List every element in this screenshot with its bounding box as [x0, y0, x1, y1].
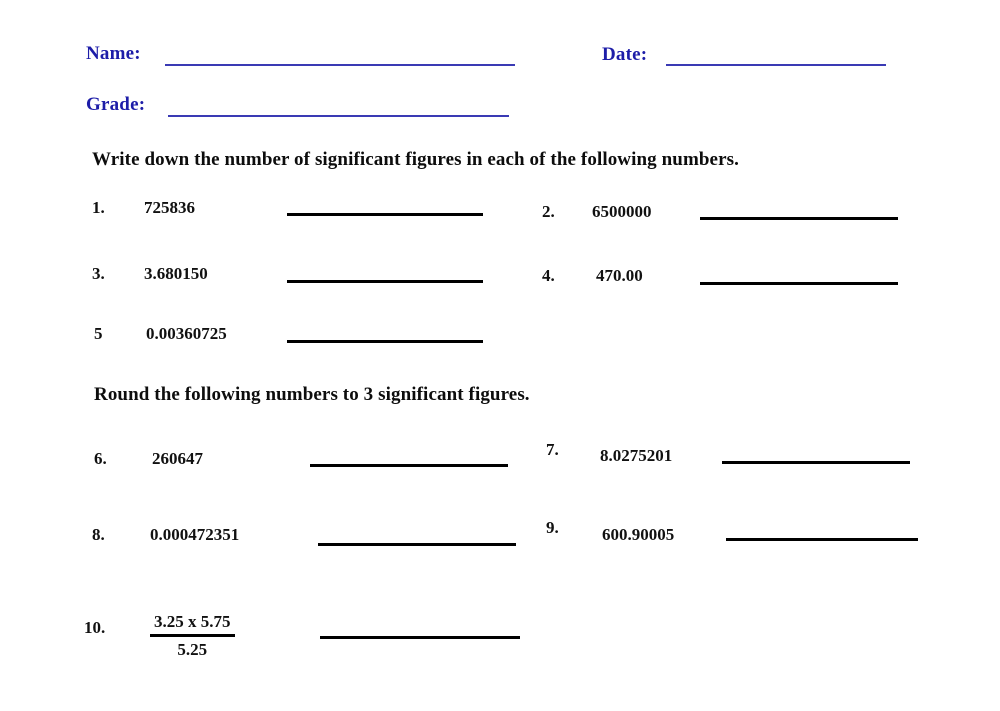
- problem-9-number: 9.: [546, 518, 559, 537]
- problem-8-number: 8.: [92, 525, 105, 544]
- problem-5-value: 0.00360725: [146, 324, 227, 343]
- name-input-rule[interactable]: [165, 64, 515, 66]
- problem-4-answer-rule[interactable]: [700, 282, 898, 285]
- problem-6-answer-rule[interactable]: [310, 464, 508, 467]
- problem-3-number: 3.: [92, 264, 105, 283]
- problem-8-value: 0.000472351: [150, 525, 240, 544]
- problem-8-answer-rule[interactable]: [318, 543, 516, 546]
- problem-2-number: 2.: [542, 202, 555, 221]
- problem-9-value: 600.90005: [602, 525, 675, 544]
- date-input-rule[interactable]: [666, 64, 886, 66]
- problem-1-number: 1.: [92, 198, 105, 217]
- problem-7-value: 8.0275201: [600, 446, 673, 465]
- problem-6-value: 260647: [152, 449, 203, 468]
- problem-10-numerator: 3.25 x 5.75: [154, 612, 231, 631]
- problem-1-answer-rule[interactable]: [287, 213, 483, 216]
- problem-2-value: 6500000: [592, 202, 652, 221]
- grade-input-rule[interactable]: [168, 115, 509, 117]
- problem-10-fraction: [150, 612, 235, 660]
- grade-label: Grade:: [86, 94, 146, 115]
- problem-6-number: 6.: [94, 449, 107, 468]
- problem-3-value: 3.680150: [144, 264, 208, 283]
- problem-5-number: 5: [94, 324, 103, 343]
- instruction-significant-figures: Write down the number of significant figures in each of the following numbers.: [92, 149, 739, 170]
- problem-10-answer-rule[interactable]: [320, 636, 520, 639]
- problem-2-answer-rule[interactable]: [700, 217, 898, 220]
- problem-7-number: 7.: [546, 440, 559, 459]
- problem-3-answer-rule[interactable]: [287, 280, 483, 283]
- problem-10-number: 10.: [84, 618, 106, 637]
- problem-7-answer-rule[interactable]: [722, 461, 910, 464]
- name-label: Name:: [86, 43, 141, 64]
- problem-10-denominator: 5.25: [177, 640, 208, 659]
- problem-4-value: 470.00: [596, 266, 643, 285]
- instruction-rounding: Round the following numbers to 3 significant figures.: [94, 384, 530, 405]
- problem-5-answer-rule[interactable]: [287, 340, 483, 343]
- date-label: Date:: [602, 44, 648, 65]
- problem-1-value: 725836: [144, 198, 195, 217]
- problem-9-answer-rule[interactable]: [726, 538, 918, 541]
- problem-4-number: 4.: [542, 266, 555, 285]
